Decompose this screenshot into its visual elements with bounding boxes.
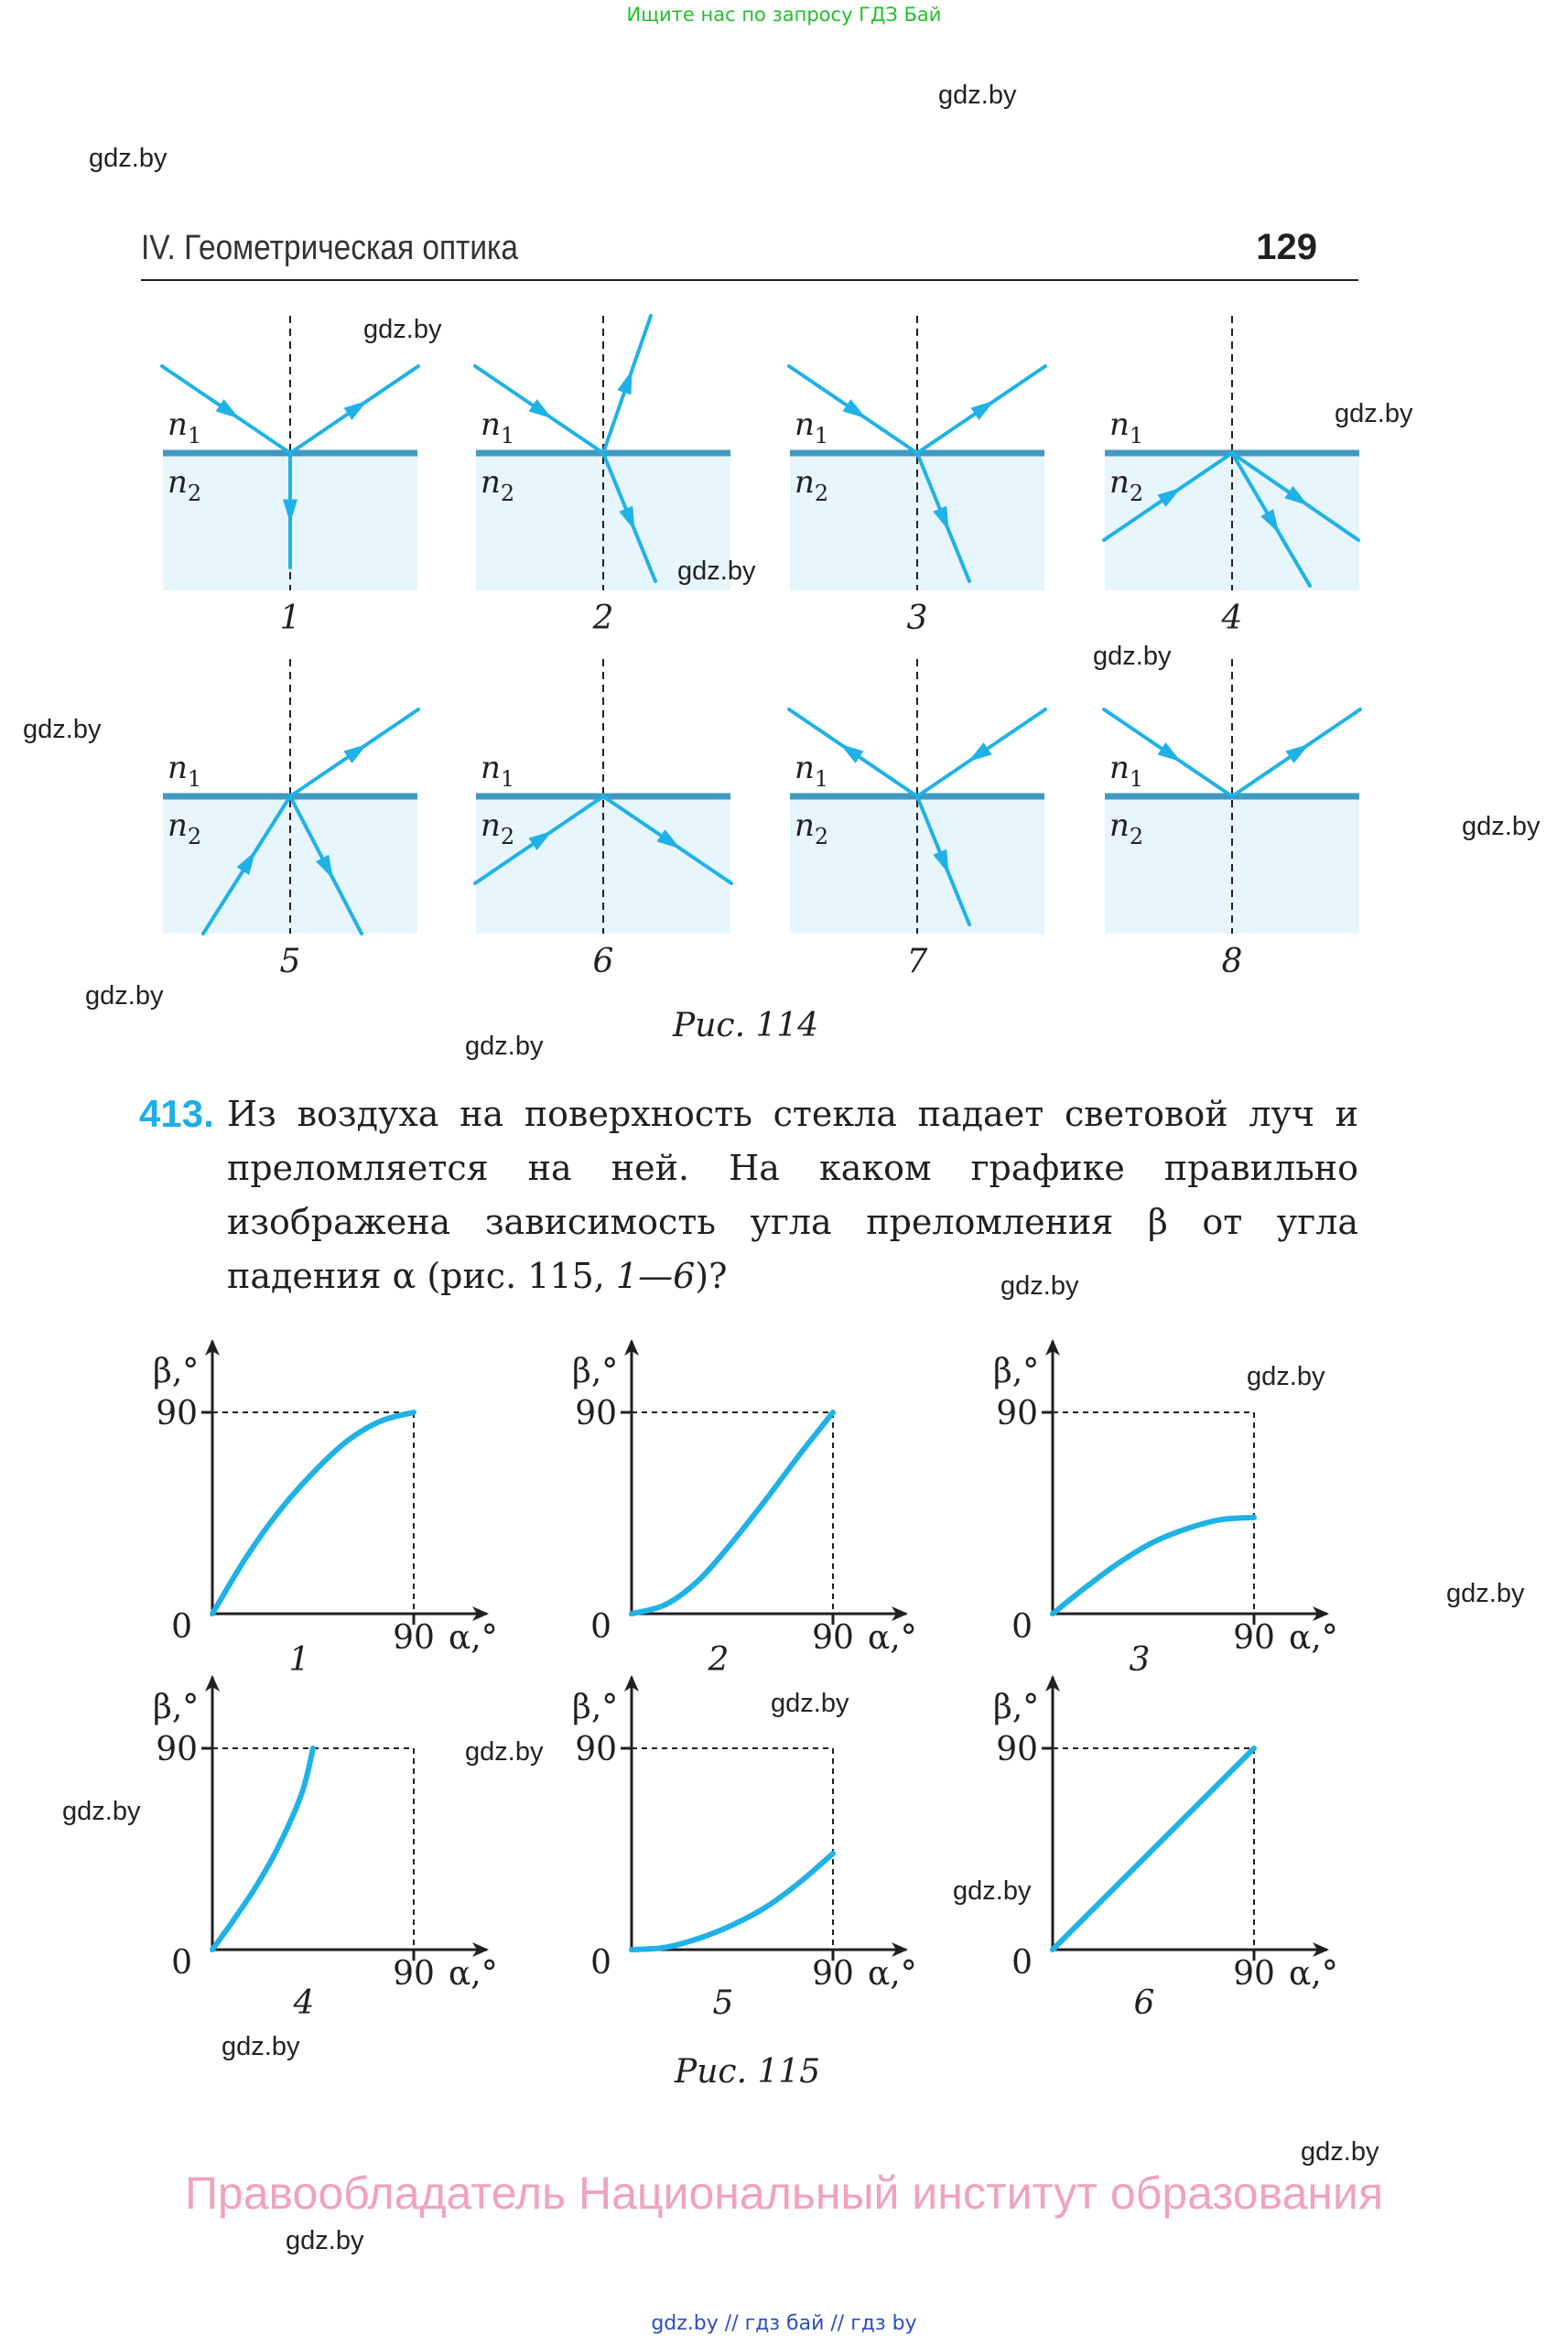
ray-diagram-8 [1104,659,1360,980]
graph-number: 5 [712,1984,734,2022]
x-tick-label-90: 90 [812,1955,854,1993]
ray-arrow [617,368,639,395]
graph-number: 3 [1129,1641,1151,1679]
ray-diagram-1 [162,316,418,637]
watermark: gdz.by [1093,642,1172,671]
ray-arrow [836,738,863,763]
x-tick-label-90: 90 [812,1619,854,1657]
medium-1-label: $n_1$ [168,406,202,449]
beta-alpha-curve [212,1748,313,1950]
watermark: gdz.by [1247,1362,1325,1391]
ray-arrow [971,395,999,420]
x-axis-label: α,° [449,1619,498,1657]
y-tick-label-90: 90 [996,1731,1038,1768]
ray-diagram-5 [163,659,418,980]
panel-number: 6 [592,943,614,980]
watermark: gdz.by [771,1689,849,1718]
ray-diagram-6 [475,659,731,980]
beta-alpha-curve [632,1412,833,1614]
watermark: gdz.by [1446,1579,1525,1608]
y-axis-label: β,° [153,1689,200,1726]
graph-2 [572,1341,917,1679]
y-axis-label: β,° [993,1353,1040,1390]
y-axis-label: β,° [572,1689,619,1726]
panel-number: 7 [906,943,928,980]
top-banner: Ищите нас по запросу ГДЗ Бай [626,4,942,26]
watermark: gdz.by [1335,399,1413,428]
origin-label: 0 [171,1608,192,1646]
x-tick-label-90: 90 [1233,1619,1275,1657]
watermark: gdz.by [1000,1271,1079,1301]
problem-text [227,1087,1358,1303]
y-tick-label-90: 90 [996,1395,1038,1432]
watermark: gdz.by [222,2032,300,2061]
medium-1-label: $n_1$ [481,750,515,792]
ray-arrow [1158,742,1185,768]
medium-1-label: $n_1$ [795,406,829,449]
graph-number: 1 [288,1641,310,1679]
panel-number: 5 [279,943,301,980]
y-tick-label-90: 90 [575,1731,617,1768]
medium-2-label: $n_2$ [795,464,829,506]
ray-arrow [344,738,372,763]
ray-diagram-2 [475,316,730,637]
ray-diagram-7 [789,659,1045,980]
chapter-title: IV. Геометрическая оптика [141,229,519,267]
watermark: gdz.by [89,144,168,173]
problem-number: 413. [139,1092,214,1135]
medium-1-label: $n_1$ [168,750,202,792]
panel-number: 4 [1221,600,1243,637]
graph-1 [153,1341,498,1679]
medium-2-label: $n_2$ [481,807,515,849]
medium-2-label: $n_2$ [1109,807,1144,849]
x-axis-label: α,° [868,1619,917,1657]
medium-1-label: $n_1$ [795,750,829,792]
y-tick-label-90: 90 [156,1395,198,1432]
medium-1-label: $n_1$ [1109,406,1144,449]
ray-diagram-4 [1104,316,1359,637]
medium-2-label: $n_2$ [168,807,202,849]
origin-label: 0 [590,1608,611,1646]
panel-number: 2 [592,600,614,637]
watermark: gdz.by [465,1032,544,1061]
medium-1-label: $n_1$ [1109,750,1144,792]
ray-arrow [529,399,557,425]
page-number: 129 [1256,227,1317,267]
medium-2-label: $n_2$ [1109,464,1144,506]
copyright-notice: Правообладатель Национальный институт образования [184,2168,1384,2219]
graph-4 [153,1677,498,2022]
origin-label: 0 [1011,1608,1033,1646]
figure-114-caption: Рис. 114 [673,1007,819,1044]
watermark: gdz.by [1462,812,1541,841]
watermark: gdz.by [363,315,442,344]
ray-arrow [964,742,991,768]
watermark: gdz.by [465,1737,544,1767]
graph-6 [993,1677,1338,2022]
watermark: gdz.by [23,715,102,744]
ray-diagram-3 [789,316,1045,637]
watermark: gdz.by [62,1797,141,1826]
beta-alpha-curve [1053,1518,1254,1614]
medium-1-label: $n_1$ [481,406,515,449]
origin-label: 0 [1011,1944,1033,1982]
problem-text-main: Из воздуха на поверхность стекла падает световой луч и преломляется на ней. На каком графике правильно изображена зависимость угла преломления β от угла падения α (рис. 115, [227,1094,1358,1296]
origin-label: 0 [590,1944,611,1982]
graph-number: 2 [708,1641,730,1679]
y-axis-label: β,° [993,1689,1040,1726]
y-tick-label-90: 90 [575,1395,617,1432]
panel-number: 1 [279,600,301,637]
y-tick-label-90: 90 [156,1731,198,1768]
x-axis-label: α,° [868,1955,917,1993]
medium-2-label: $n_2$ [481,464,515,506]
x-tick-label-90: 90 [393,1619,435,1657]
x-axis-label: α,° [449,1955,498,1993]
figure-115-caption: Рис. 115 [675,2053,821,2091]
watermark: gdz.by [1301,2137,1379,2167]
y-axis-label: β,° [572,1353,619,1390]
problem-text-end: )? [695,1256,728,1296]
panel-number: 3 [906,600,928,637]
watermark: gdz.by [286,2226,364,2255]
panel-number: 8 [1221,943,1243,980]
y-axis-label: β,° [153,1353,200,1390]
watermark: gdz.by [953,1876,1032,1906]
ray-arrow [344,395,372,420]
figure-115 [0,1327,1568,2041]
x-tick-label-90: 90 [393,1955,435,1993]
ray-arrow [843,399,871,425]
graph-number: 4 [293,1984,315,2022]
beta-alpha-curve [212,1412,414,1614]
beta-alpha-curve [632,1854,833,1950]
footer-links: gdz.by // гдз бай // гдз by [651,2312,917,2335]
problem-text-range: 1—6 [615,1256,696,1296]
x-axis-label: α,° [1289,1955,1338,1993]
ray-arrow [216,399,243,425]
watermark: gdz.by [677,557,756,586]
page-header [141,229,1358,281]
x-axis-label: α,° [1289,1619,1338,1657]
origin-label: 0 [171,1944,192,1982]
watermark: gdz.by [938,81,1017,110]
graph-5 [572,1677,917,2022]
figure-114 [0,302,1568,1053]
medium-2-label: $n_2$ [168,464,202,506]
ray-arrow [1286,738,1314,763]
graph-number: 6 [1133,1984,1155,2022]
medium-2-label: $n_2$ [795,807,829,849]
beta-alpha-curve [1053,1748,1254,1950]
watermark: gdz.by [85,981,164,1011]
x-tick-label-90: 90 [1233,1955,1275,1993]
